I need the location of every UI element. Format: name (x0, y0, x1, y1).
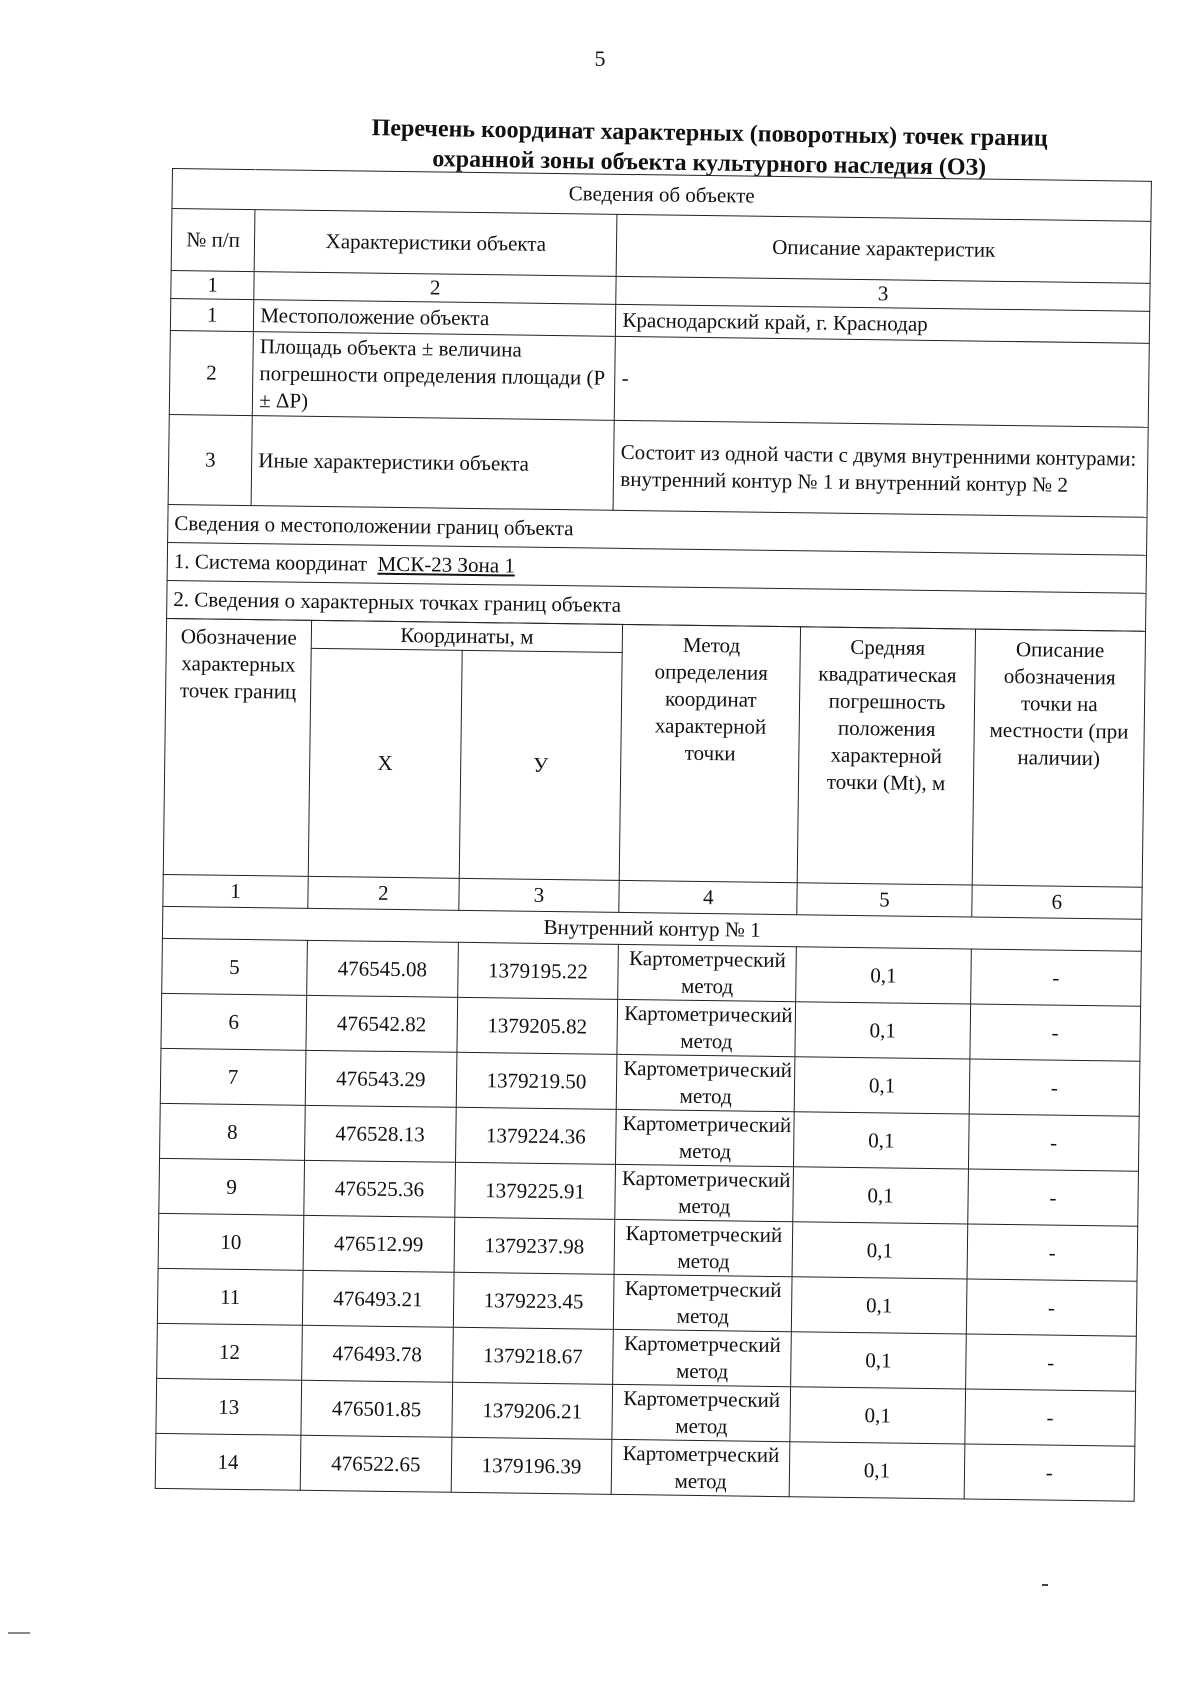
col-number: 5 (797, 883, 972, 917)
point-mt: 0,1 (793, 1167, 968, 1224)
point-y: 1379206.21 (452, 1382, 613, 1439)
header-x: X (308, 648, 462, 878)
point-y: 1379237.98 (454, 1217, 615, 1274)
point-description: - (969, 1059, 1140, 1116)
point-number: 5 (162, 938, 308, 995)
point-row (155, 1433, 1135, 1501)
coord-system-label: 1. Система координат (173, 549, 368, 576)
info-row-name: Площадь объекта ± величина погрешности определения площади (P ± ΔP) (252, 332, 615, 421)
point-x: 476493.21 (302, 1270, 453, 1327)
info-row-num: 3 (168, 414, 252, 505)
point-mt: 0,1 (795, 1057, 970, 1114)
point-method: Картометрический метод (617, 999, 796, 1056)
point-method: Картометрический метод (615, 1164, 794, 1221)
point-method: Картометрческий метод (618, 944, 797, 1001)
point-y: 1379223.45 (453, 1272, 614, 1329)
point-description: - (965, 1334, 1136, 1391)
point-y: 1379225.91 (454, 1162, 615, 1219)
point-mt: 0,1 (792, 1277, 967, 1334)
header-description: Описание характеристик (617, 214, 1151, 283)
info-row (168, 414, 1148, 517)
header-designation: Обозначение характерных точек границ (163, 618, 311, 876)
point-number: 14 (155, 1433, 301, 1490)
col-number: 3 (458, 878, 619, 912)
object-info-table (166, 168, 1152, 632)
header-point-description: Описание обозначения точки на местности (при наличии) (972, 629, 1146, 887)
point-mt: 0,1 (790, 1442, 965, 1499)
col-number: 2 (308, 876, 459, 910)
title-line-1: Перечень координат характерных (поворотных) точек границ (371, 115, 1048, 152)
points-body (155, 938, 1141, 1501)
contour-title: Внутренний контур № 1 (162, 906, 1141, 951)
header-characteristics: Характеристики объекта (254, 210, 617, 277)
col-number: 6 (971, 885, 1142, 919)
point-number: 8 (160, 1103, 306, 1160)
point-method: Картометрческий метод (614, 1219, 793, 1276)
point-description: - (970, 949, 1141, 1006)
point-description: - (967, 1224, 1138, 1281)
points-table (155, 618, 1146, 1502)
point-y: 1379196.39 (451, 1437, 612, 1494)
col-number: 1 (171, 270, 255, 299)
object-info-section-title: Сведения об объекте (172, 169, 1151, 222)
point-x: 476522.65 (300, 1435, 451, 1492)
info-row-value: Краснодарский край, г. Краснодар (616, 304, 1150, 343)
point-y: 1379224.36 (455, 1107, 616, 1164)
point-y: 1379195.22 (457, 942, 618, 999)
title-line-2: охранной зоны объекта культурного наследия (ОЗ) (432, 146, 987, 181)
coord-system-value: МСК-23 Зона 1 (377, 551, 516, 578)
info-row-value: - (615, 336, 1150, 427)
point-number: 6 (161, 993, 307, 1050)
point-mt: 0,1 (791, 1332, 966, 1389)
col-number: 4 (619, 880, 798, 914)
point-x: 476543.29 (305, 1050, 456, 1107)
point-method: Картометрческий метод (614, 1274, 793, 1331)
col-number: 2 (254, 272, 617, 305)
point-method: Картометрический метод (616, 1109, 795, 1166)
point-mt: 0,1 (796, 947, 971, 1004)
point-number: 10 (158, 1213, 304, 1270)
point-method: Картометрческий метод (613, 1329, 792, 1386)
info-row-value: Состоит из одной части с двумя внутренними контурами: внутренний контур № 1 и внутренний контур № 2 (613, 420, 1148, 517)
point-number: 9 (159, 1158, 305, 1215)
point-x: 476528.13 (304, 1105, 455, 1162)
point-description: - (968, 1114, 1139, 1171)
header-method: Метод определения координат характерной точки (619, 624, 801, 882)
point-description: - (964, 1444, 1135, 1501)
col-number: 3 (616, 276, 1150, 311)
point-y: 1379205.82 (457, 997, 618, 1054)
info-row-num: 2 (169, 330, 253, 415)
point-x: 476501.85 (301, 1380, 452, 1437)
point-mt: 0,1 (795, 1002, 970, 1059)
location-section-title: Сведения о местоположении границ объекта (168, 504, 1147, 555)
point-y: 1379218.67 (452, 1327, 613, 1384)
point-y: 1379219.50 (456, 1052, 617, 1109)
point-number: 12 (157, 1323, 303, 1380)
point-mt: 0,1 (794, 1112, 969, 1169)
header-y: У (459, 650, 623, 880)
header-num: № п/п (171, 209, 255, 272)
point-mt: 0,1 (790, 1387, 965, 1444)
header-error: Средняя квадратическая погрешность положения характерной точки (Mt), м (798, 627, 976, 885)
point-description: - (964, 1389, 1135, 1446)
scan-mark (1042, 1584, 1048, 1586)
scan-edge-mark (8, 1632, 30, 1634)
page-number: 5 (594, 46, 606, 71)
info-row-name: Местоположение объекта (254, 300, 617, 337)
info-row (169, 330, 1149, 427)
point-number: 13 (156, 1378, 302, 1435)
header-coords: Координаты, м (311, 620, 623, 652)
point-x: 476512.99 (303, 1215, 454, 1272)
point-x: 476545.08 (307, 940, 458, 997)
point-method: Картометрческий метод (611, 1439, 790, 1496)
point-number: 7 (160, 1048, 306, 1105)
info-row-name: Иные характеристики объекта (251, 416, 614, 511)
point-x: 476542.82 (306, 995, 457, 1052)
col-number: 1 (163, 874, 308, 908)
point-description: - (967, 1169, 1138, 1226)
point-mt: 0,1 (792, 1222, 967, 1279)
point-number: 11 (157, 1268, 303, 1325)
points-section-title: 2. Сведения о характерных точках границ объекта (167, 580, 1146, 631)
point-method: Картометрческий метод (612, 1384, 791, 1441)
point-x: 476493.78 (302, 1325, 453, 1382)
point-x: 476525.36 (304, 1160, 455, 1217)
point-description: - (966, 1279, 1137, 1336)
point-method: Картометрический метод (616, 1054, 795, 1111)
coordinates-sheet (155, 168, 1152, 1502)
point-description: - (970, 1004, 1141, 1061)
info-row-num: 1 (170, 298, 254, 331)
